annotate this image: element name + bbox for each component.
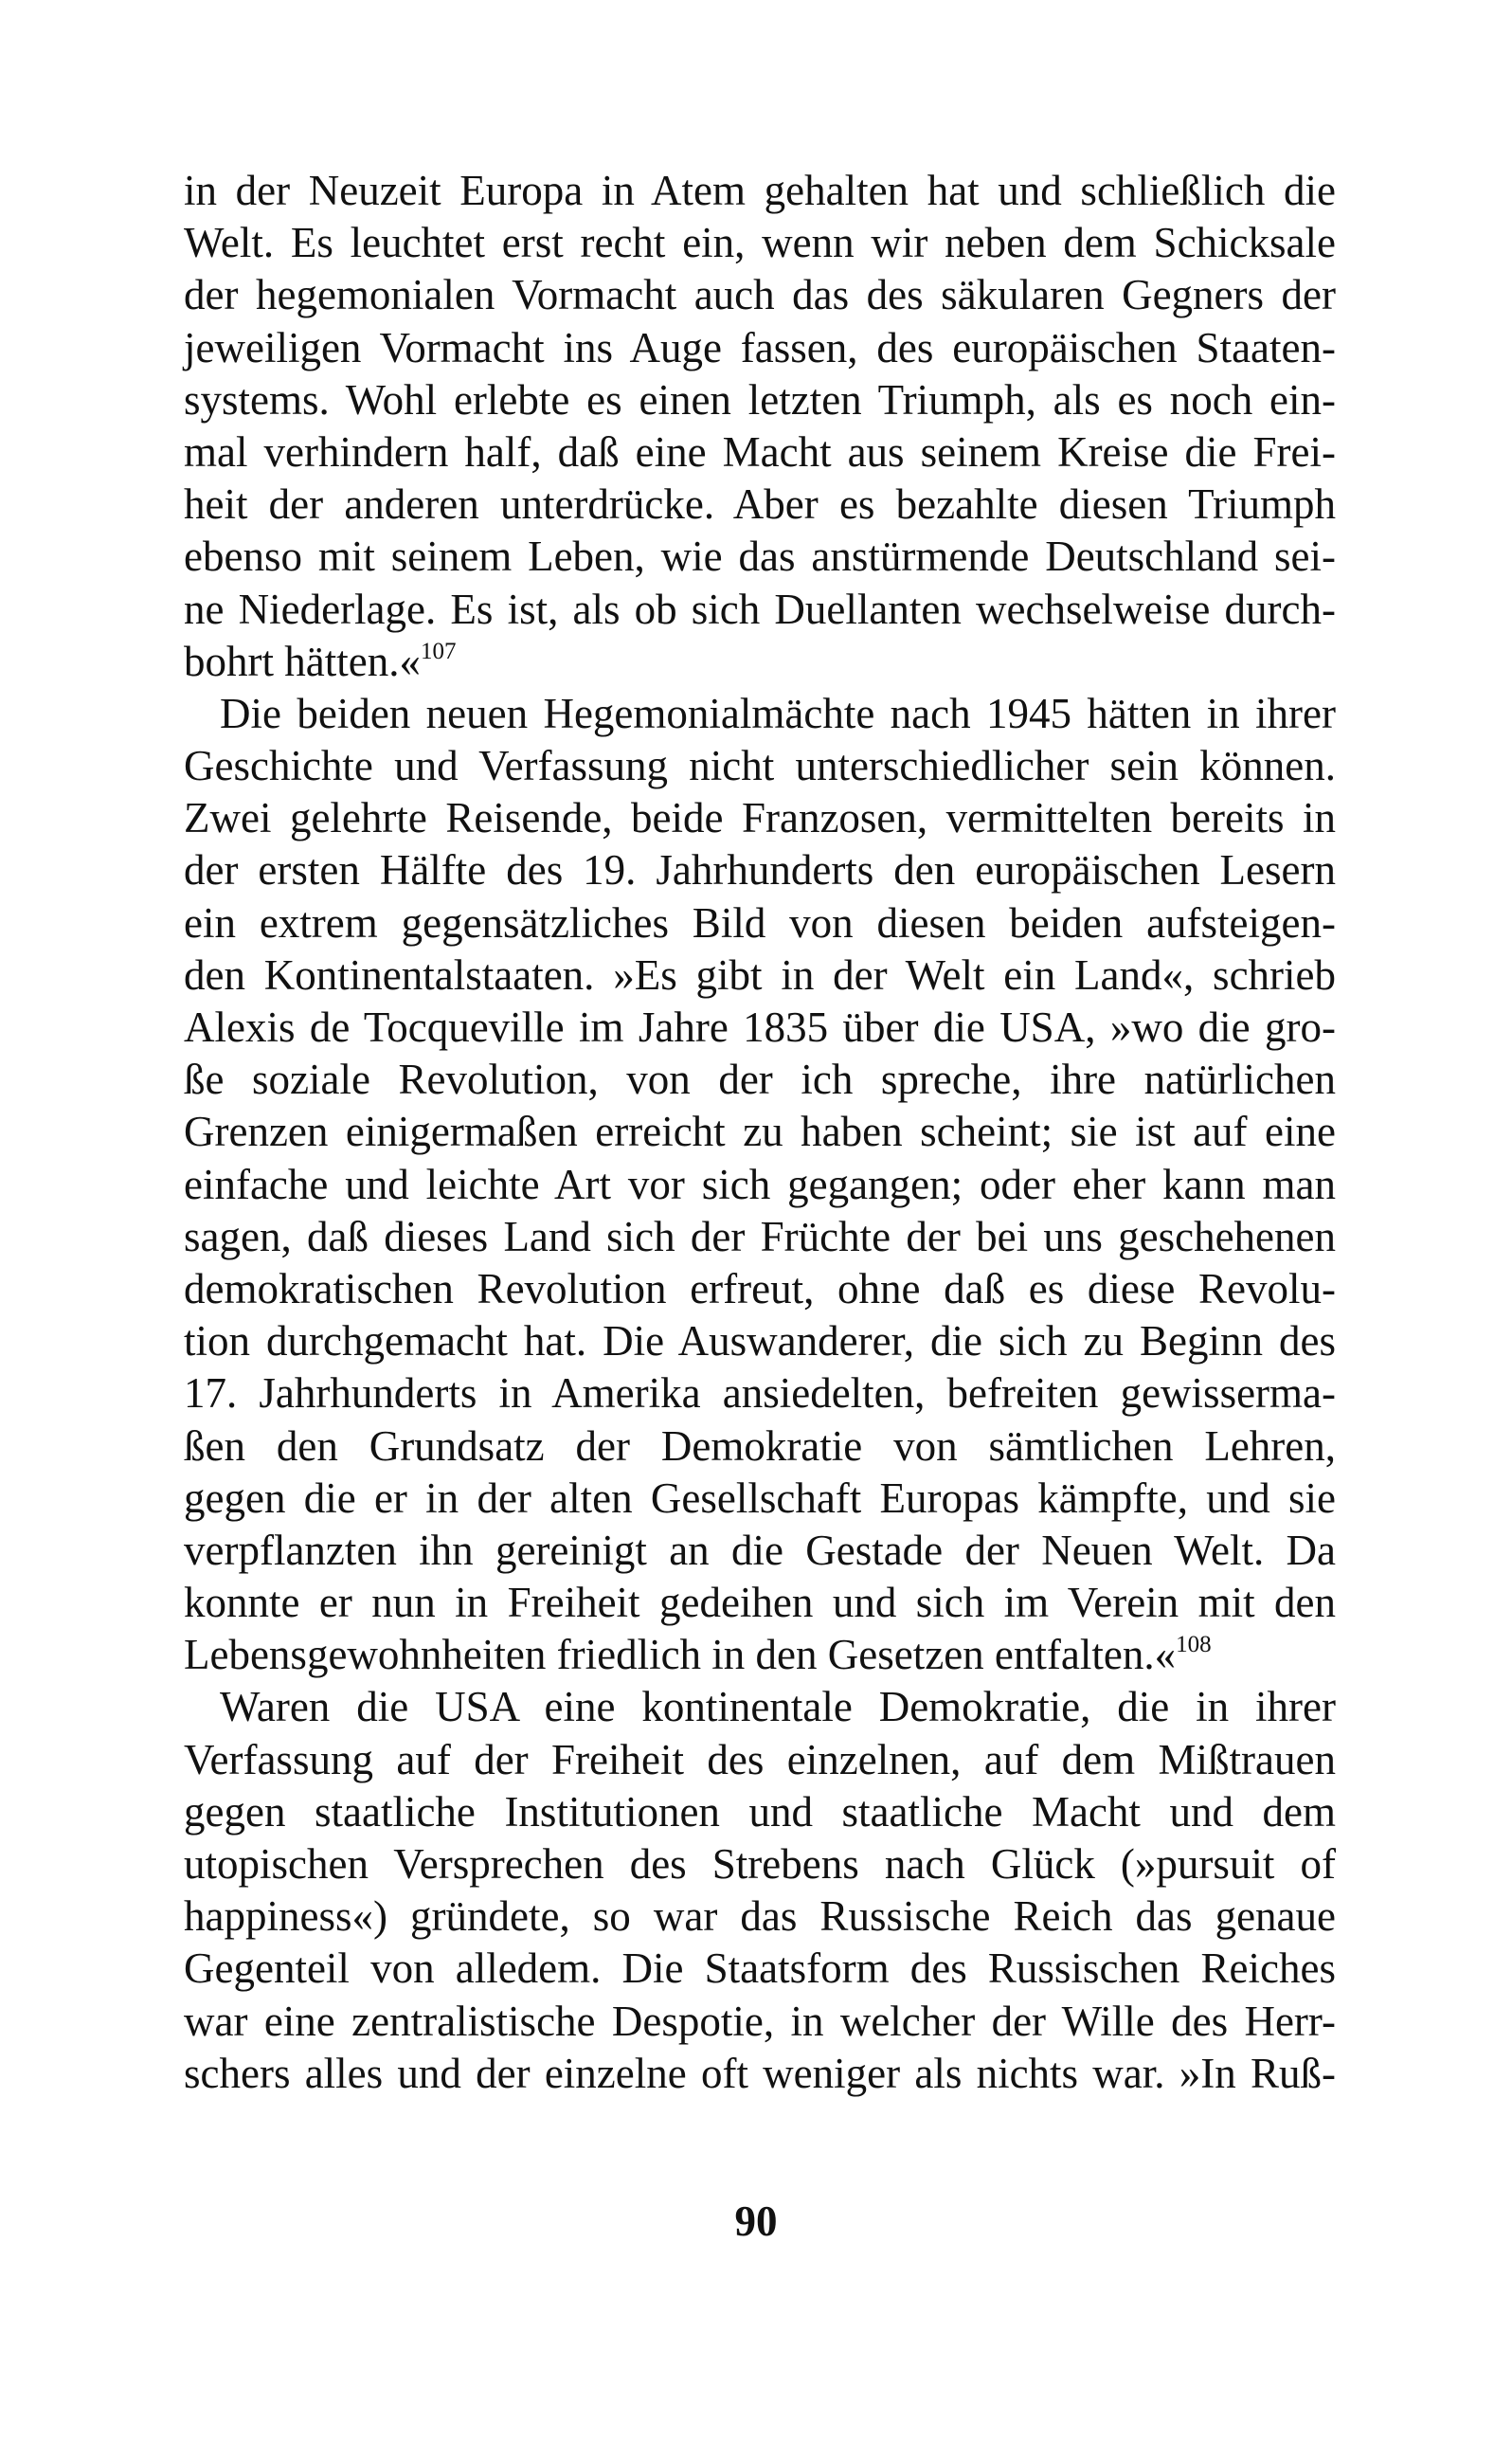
text-line: verpflanzten ihn gereinigt an die Gestade der Neuen Welt. Da [184, 1526, 1336, 1574]
text-line: ne Niederlage. Es ist, als ob sich Duellanten wechselweise durch- [184, 585, 1336, 633]
footnote-reference-107: 107 [420, 638, 457, 664]
text-line: Verfassung auf der Freiheit des einzelnen, auf dem Mißtrauen [184, 1735, 1336, 1783]
text-line: Waren die USA eine kontinentale Demokratie, die in ihrer [220, 1683, 1336, 1731]
text-line: tion durchgemacht hat. Die Auswanderer, die sich zu Beginn des [184, 1317, 1336, 1366]
text-line: Geschichte und Verfassung nicht unterschiedlicher sein können. [184, 742, 1336, 790]
text-line: einfache und leichte Art vor sich gegangen; oder eher kann man [184, 1160, 1336, 1208]
text-line: der ersten Hälfte des 19. Jahrhunderts den europäischen Lesern [184, 846, 1336, 895]
text-line: ebenso mit seinem Leben, wie das anstürmende Deutschland sei- [184, 533, 1336, 581]
text-line: gegen staatliche Institutionen und staatliche Macht und dem [184, 1787, 1336, 1836]
text-line-content: bohrt hätten.« [184, 637, 421, 685]
text-line-content: Lebensgewohnheiten friedlich in den Gesetzen entfalten.« [184, 1631, 1177, 1679]
text-line: Die beiden neuen Hegemonialmächte nach 1945 hätten in ihrer [220, 689, 1336, 737]
text-line: gegen die er in der alten Gesellschaft Europas kämpfte, und sie [184, 1474, 1336, 1522]
text-line: ßen den Grundsatz der Demokratie von sämtlichen Lehren, [184, 1421, 1336, 1470]
text-line: ein extrem gegensätzliches Bild von diesen beiden aufsteigen- [184, 898, 1336, 947]
text-line: den Kontinentalstaaten. »Es gibt in der Welt ein Land«, schrieb [184, 950, 1336, 999]
text-line: sagen, daß dieses Land sich der Früchte der bei uns geschehenen [184, 1212, 1336, 1260]
text-line: ße soziale Revolution, von der ich spreche, ihre natürlichen [184, 1056, 1336, 1104]
text-line [184, 636, 1336, 688]
text-line: utopischen Versprechen des Strebens nach Glück (»pursuit of [184, 1840, 1336, 1888]
text-line: Welt. Es leuchtet erst recht ein, wenn wir neben dem Schicksale [184, 219, 1336, 267]
footnote-reference-108: 108 [1176, 1632, 1212, 1658]
text-line: Zwei gelehrte Reisende, beide Franzosen, vermittelten bereits in [184, 794, 1336, 842]
text-line: der hegemonialen Vormacht auch das des säkularen Gegners der [184, 271, 1336, 319]
text-line: Alexis de Tocqueville im Jahre 1835 über die USA, »wo die gro- [184, 1004, 1336, 1051]
text-line: war eine zentralistische Despotie, in welcher der Wille des Herr- [184, 1997, 1336, 2045]
text-line: konnte er nun in Freiheit gedeihen und sich im Verein mit den [184, 1579, 1336, 1627]
body-text [184, 165, 1336, 2100]
text-line: in der Neuzeit Europa in Atem gehalten hat und schließlich die [184, 167, 1336, 214]
text-line: jeweiligen Vormacht ins Auge fassen, des europäischen Staaten- [184, 323, 1336, 371]
page-number: 90 [734, 2198, 778, 2245]
text-line: systems. Wohl erlebte es einen letzten Triumph, als es noch ein- [184, 375, 1336, 424]
text-line: Gegenteil von alledem. Die Staatsform des Russischen Reiches [184, 1944, 1336, 1993]
text-line: schers alles und der einzelne oft weniger als nichts war. »In Ruß- [184, 2049, 1336, 2097]
text-line: heit der anderen unterdrücke. Aber es bezahlte diesen Triumph [184, 480, 1336, 529]
text-line [184, 1629, 1336, 1681]
text-line: 17. Jahrhunderts in Amerika ansiedelten, befreiten gewisserma- [184, 1369, 1336, 1418]
text-line: demokratischen Revolution erfreut, ohne daß es diese Revolu- [184, 1264, 1336, 1312]
text-line: Grenzen einigermaßen erreicht zu haben scheint; sie ist auf eine [184, 1108, 1336, 1156]
text-line: happiness«) gründete, so war das Russische Reich das genaue [184, 1892, 1336, 1941]
text-line: mal verhindern half, daß eine Macht aus seinem Kreise die Frei- [184, 427, 1336, 476]
